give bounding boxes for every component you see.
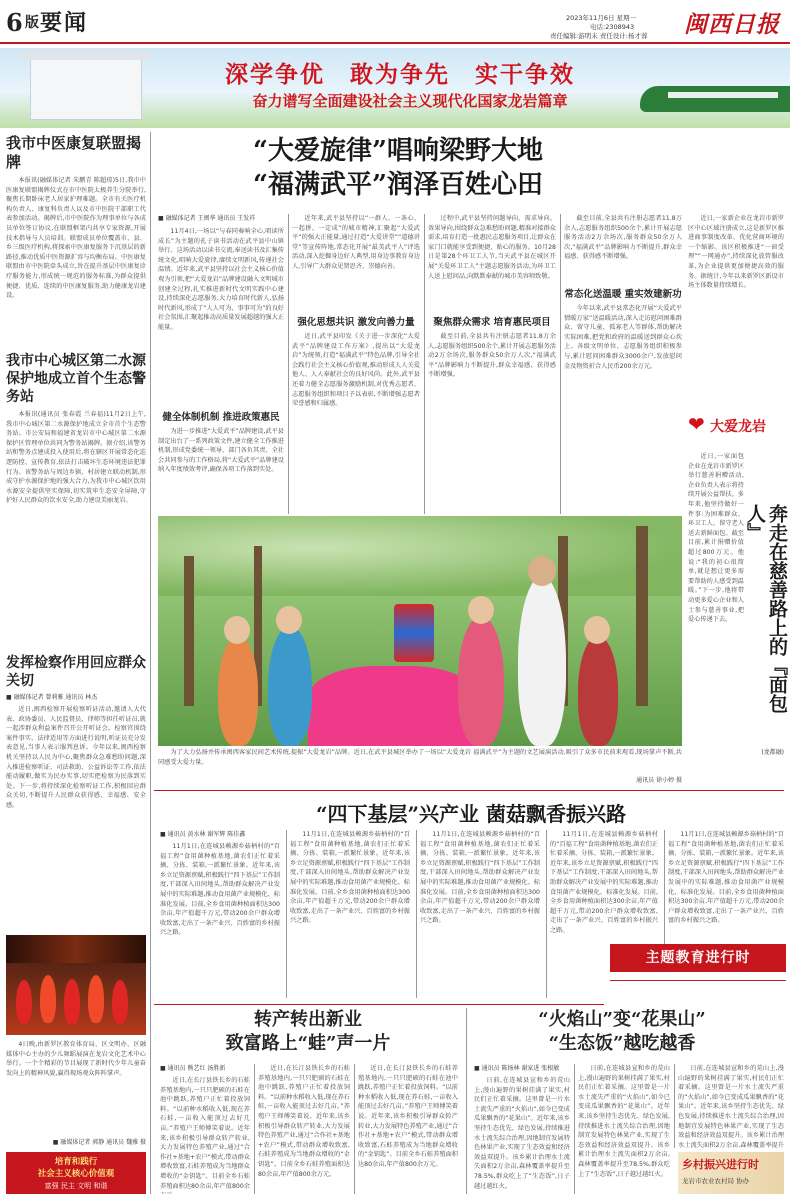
article-body: 截至目前,全县共有注册志愿者11.8万余人,志愿服务组织500余个,累计开展志愿服务活动2万余场次,服务群众50余万人次,“福满武平”品牌影响力不断提升,群众幸福感、获得感不断增强。 xyxy=(428,333,556,379)
slogan-line: 培育和践行 xyxy=(54,1157,98,1167)
banner-train-window xyxy=(668,92,778,98)
article-body: 11月1日,在连城县赖源乡菇柄村的“百福工程”食用菌种植基地,菌农们正忙着采摘、分拣、装箱,一派繁忙景象。近年来,该乡立足资源禀赋,积极践行“四下基层”工作制度,干部深入田间地头,帮助群众解决产业发展中的实际难题,推动食用菌产业规模化、标准化发展。目前,全乡食用菌种植面积达300余亩,年产值超千万元,带动200余户群众增收致富,走出了一条产业兴、百姓富的乡村振兴之路。 xyxy=(160,843,280,937)
headline-line: “生态饭”越吃越香 xyxy=(548,1033,696,1054)
article-body: 日前,在连城县宣和乡的荒山上,漫山遍野的果树挂满了果实,村民们正忙着采摘。这里曾是一片水土流失严重的“火焰山”,如今已变成瓜果飘香的“花果山”。近年来,该乡坚持生态优先、绿色发展,持续推进水土流失综合治理,因地制宜发展特色林果产业,实现了生态效益和经济效益双提升。该乡累计治理水土流失面积2万余亩,森林覆盖率提升至78.5%,群众吃上了“生态饭”,日子越过越红火。 xyxy=(578,1065,670,1178)
column-divider xyxy=(150,132,151,1194)
article-body: 近日,在长汀县铁长乡的石蛙养殖基地内,一只只肥硕的石蛙在池中跳跃,养殖户正忙着投放饲料。“以前种水稻收入低,现在养石蛙,一亩收入能顶过去好几亩。”养殖户王师傅笑着说。近年来,该乡积极引导群众转产转业,大力发展特色养殖产业,通过“合作社+基地+农户”模式,带动群众增收致富,石蛙养殖成为当地群众增收的“金钥匙”。目前全乡石蛙养殖面积达80余亩,年产值800余万元。 xyxy=(358,1065,458,1168)
article-body: 11月1日,在连城县赖源乡菇柄村的“百福工程”食用菌种植基地,菌农们正忙着采摘、分拣、装箱,一派繁忙景象。近年来,该乡立足资源禀赋,积极践行“四下基层”工作制度,干部深入田间地头,帮助群众解决产业发展中的实际难题,推动食用菌产业规模化、标准化发展。目前,全乡食用菌种植面积达300余亩,年产值超千万元,带动200余户群众增收致富,走出了一条产业兴、百姓富的乡村振兴之路。 xyxy=(668,831,784,925)
article-body: 今年以来,武平县常态化开展“大爱武平 情暖万家”送温暖活动,深入走访慰问困难群众、留守儿童、孤寡老人等群体,帮助解决实际困难,把党和政府的温暖送到群众心坎上。各级文明单位、志愿服务组织积极参与,累计慰问困难群众3000余户,发放慰问金及物资折合人民币200余万元。 xyxy=(564,305,682,370)
column-divider xyxy=(664,830,665,960)
article-subhead: 聚焦群众需求 培育惠民项目 xyxy=(433,317,551,328)
photo-credit: ■ 融媒体记者 郭静 通讯员 魏雅 摄 xyxy=(52,1139,146,1146)
dancer xyxy=(64,979,80,1025)
section-divider xyxy=(610,980,786,981)
theme-banner: 主题教育进行时 xyxy=(610,944,786,972)
article-body: 近日,武平县印发《关于进一步深化“大爱武平”品牌建设工作方案》,提出以“大爱龙岩”为统领,打造“福满武平”特色品牌,引导全社会践行社会主义核心价值观,推动形成人人关爱他人、人人奉献社会的良好风尚。此外,武平县还着力健全志愿服务激励机制,对优秀志愿者、志愿服务组织和项目予以表彰,不断增强志愿者荣誉感和归属感。 xyxy=(292,333,420,408)
column-divider xyxy=(560,214,561,514)
rural-banner xyxy=(678,1152,784,1194)
brand-text: 大爱龙岩 xyxy=(710,419,766,435)
article-subhead: 常态化送温暖 重实效建新功 xyxy=(564,289,682,300)
tree-trunk xyxy=(636,526,648,706)
date: 2023年11月6日 星期一 xyxy=(566,14,637,22)
banner-building xyxy=(30,56,142,120)
banner-line1: 深学争优 敢为争先 实干争效 xyxy=(225,62,575,88)
article-byline: ■ 通讯员 黄水林 谢军辉 陈佳鑫 xyxy=(160,831,246,838)
festive-lantern xyxy=(394,604,434,662)
feature-title: 奔走在慈善路上的『面包人』 xyxy=(744,504,788,713)
section-title: 要闻 xyxy=(40,11,89,36)
column-divider xyxy=(286,830,287,998)
article-subhead: 强化思想共识 激发向善力量 xyxy=(297,317,415,328)
article-byline: ■ 融媒体记者 曾莉雅 通讯员 林杰 xyxy=(6,694,98,701)
lead-column xyxy=(292,214,420,504)
performer-head xyxy=(584,616,610,644)
tree-trunk xyxy=(184,556,194,706)
article-body: 为进一步推进“大爱武平”品牌建设,武平县制定出台了一系列政策文件,建立健全工作推进机制,形成党委统一领导、部门各负其责、全社会共同参与的工作格局,将“大爱武平”品牌建设纳入年度绩效考评,确保各项工作落到实处。 xyxy=(158,428,284,474)
dancer xyxy=(88,975,104,1023)
photo-credit: 通讯员 徐小婷 摄 xyxy=(636,777,682,784)
article-body: 11月4日,一场以“与春同奏响全心,唱读所成长”为主题的孔子读书活动在武平县中山镇举行。这场活动以读书交流,奉送读书及汇集传统文化,唱响大爱旋律,赓续文明新风,传递社会温情。近年来,武平县坚持以社会主义核心价值观为引领,把“大爱龙岩”品牌建设融入文明城市创建全过程,扎实推进新时代文明实践中心建设,持续深化志愿服务,大力培育时代新人,弘扬时代新风,形成了“人人可为、事事可为”的良好社会氛围,汇聚起推动高质量发展超越的强大正能量。 xyxy=(158,228,284,331)
brand-mark xyxy=(688,404,784,450)
editors: 责任编辑:游明未 责任设计:杨才蓉 xyxy=(550,32,648,40)
article-body: 11月1日,在连城县赖源乡菇柄村的“百福工程”食用菌种植基地,菌农们正忙着采摘、分拣、装箱,一派繁忙景象。近年来,该乡立足资源禀赋,积极践行“四下基层”工作制度,干部深入田间地头,帮助群众解决产业发展中的实际难题,推动食用菌产业规模化、标准化发展。目前,全乡食用菌种植面积达300余亩,年产值超千万元,带动200余户群众增收致富,走出了一条产业兴、百姓富的乡村振兴之路。 xyxy=(290,831,410,925)
column-divider xyxy=(254,1064,255,1194)
performer xyxy=(518,576,566,746)
article-body: 本报讯(通讯员 张春霞 兰春福)11月2日上午,我市中心城区第二水源保护地成立全市首个生态警务站。市公安局和福建省龙岩市中心城区第二水源保护区管理单位共同为警务站揭牌。据介绍,该警务站和警务点建成投入使用后,将在辖区开展常态化巡逻防控、宣传教育,依法打击破坏生态环境违法犯罪行为。该警务站与周边乡镇、村居建立联动机制,形成守护水源保护地的强大合力,为我市中心城区饮用水源安全提供坚实保障,切实筑牢生态安全屏障,守护好人民群众的饮水安全,助力建设美丽龙岩。 xyxy=(6,411,146,505)
headline-line: 转产转出新业 xyxy=(254,1009,362,1030)
article-body: 截至目前,全县共有注册志愿者11.8万余人,志愿服务组织500余个,累计开展志愿服务活动2万余场次,服务群众50余万人次,“福满武平”品牌影响力不断提升,群众幸福感、获得感不断增强。 xyxy=(564,215,682,261)
column-divider xyxy=(416,830,417,998)
bottom-left-headline xyxy=(158,1008,458,1056)
masthead-rule xyxy=(0,42,790,44)
article-byline: ■ 融媒体记者 王闽华 通讯员 王发祥 xyxy=(158,215,256,222)
lead-title-line: “福满武平”润泽百姓心田 xyxy=(253,170,543,200)
phone: 电话:2308943 xyxy=(590,23,635,31)
dancer xyxy=(16,980,32,1024)
section-divider xyxy=(154,790,784,791)
article-body: 近年来,武平县坚持以“一群人、一条心、一起拼、一定成”的城市精神,汇聚起“大爱武平”的强大正能量,通过打造“大爱讲堂”“道德讲堂”等宣传阵地,常态化开展“最美武平人”评选活动,深入挖掘身边好人典型,用身边事教育身边人,引导广大群众见贤思齐、崇德向善。 xyxy=(292,215,420,270)
right-column xyxy=(688,214,784,400)
banner-building-roof xyxy=(20,50,150,60)
rural-banner-sub: 龙岩市农业农村局 协办 xyxy=(682,1177,750,1185)
column-divider xyxy=(288,214,289,514)
tree-foliage xyxy=(158,516,682,596)
column-divider xyxy=(546,830,547,998)
article-subhead: 健全体制机制 推进政策惠民 xyxy=(162,412,280,423)
dancer xyxy=(40,975,56,1023)
section-divider xyxy=(154,1004,604,1005)
performer xyxy=(578,636,618,746)
lead-title-line: “大爱旋律”唱响梁野大地 xyxy=(253,136,543,166)
heart-icon: ❤ xyxy=(688,412,705,436)
slogan-box xyxy=(6,1152,146,1194)
performer xyxy=(268,626,312,746)
stage-light xyxy=(6,935,146,963)
photo-caption: 为了大力弘扬并传承闽西客家民间艺术传统,提振“大爱龙岩”品牌。近日,在武平县城区举办了一场以“大爱龙岩 福满武平”为主题的文艺展演活动,吸引了众多市民前来观看,现场掌声不断,共同感受大爱力量。 xyxy=(158,749,682,766)
article-body: 日前,在连城县宣和乡的荒山上,漫山遍野的果树挂满了果实,村民们正忙着采摘。这里曾是一片水土流失严重的“火焰山”,如今已变成瓜果飘香的“花果山”。近年来,该乡坚持生态优先、绿色发展,持续推进水土流失综合治理,因地制宜发展特色林果产业,实现了生态效益和经济效益双提升。该乡累计治理水土流失面积2万余亩,森林覆盖率提升 xyxy=(678,1065,784,1148)
mid-headline: “四下基层”兴产业 菌菇飘香振兴路 xyxy=(316,802,626,826)
article-title: 我市中心城区第二水源保护地成立首个生态警务站 xyxy=(6,353,146,405)
lead-column xyxy=(158,214,284,529)
newspaper-logo: 闽西日报 xyxy=(684,11,780,38)
article-body: 近日,闽西检察开展检察听证活动,邀请人大代表、政协委员、人民监督员、律师等担任听证员,就一起涉群众利益案件召开公开听证会。检察官围绕案件事实、法律适用等方面进行说明,听证员充分发表意见,当事人表示服判息诉。今年以来,闽西检察机关坚持以人民为中心,聚焦群众急难愁盼问题,深入推进检察听证、司法救助、公益诉讼等工作,依法能动履职,做实为民办实事,切实把检察为民落到实处。下一步,将持续深化检察听证工作,积极回应群众关切,不断提升人民群众获得感、幸福感、安全感。 xyxy=(6,706,146,809)
column-divider xyxy=(466,1008,467,1194)
article-body: 本报讯(融媒体记者 朱鹏青 陈超琼)5日,我市中医康复联盟揭牌仪式在市中医院太极养生分院举行,聚焦长期卧床老人居家护理难题。全市有关医疗机构负责人、康复科负责人以及市中医院干部职工代表参加活动。揭牌后,市中医院作为理事单位与各成员单位签订协议,在联盟框架内共享专家资源,开展技术指导与人员培训。联盟成员单位覆盖市、县、乡三级医疗机构,将探索中医康复服务下沉基层的新路径,推动优质中医资源扩容与均衡布局。中医康复联盟由市中医院牵头成立,旨在提升基层中医康复诊疗服务能力,形成统一规范的服务标准,为群众提供便捷、优质、连续的中医康复服务,助力健康龙岩建设。 xyxy=(6,177,146,300)
page-number: 6 xyxy=(6,8,23,37)
article-body: 11月1日,在连城县赖源乡菇柄村的“百福工程”食用菌种植基地,菌农们正忙着采摘、分拣、装箱,一派繁忙景象。近年来,该乡立足资源禀赋,积极践行“四下基层”工作制度,干部深入田间地头,帮助群众解决产业发展中的实际难题,推动食用菌产业规模化、标准化发展。目前,全乡食用菌种植面积达300余亩,年产值超千万元,带动200余户群众增收致富,走出了一条产业兴、百姓富的乡村振兴之路。 xyxy=(550,831,658,934)
article-body: 近日,在长汀县铁长乡的石蛙养殖基地内,一只只肥硕的石蛙在池中跳跃,养殖户正忙着投放饲料。“以前种水稻收入低,现在养石蛙,一亩收入能顶过去好几亩。”养殖户王师傅笑着说。近年来,该乡积极引导群众转产转业,大力发展特色养殖产业,通过“合作社+基地+农户”模式,带动群众增收致富,石蛙养殖成为当地群众增收的“金钥匙”。目前全乡石蛙养殖面积达80余亩,年产值800余万元。 xyxy=(258,1065,350,1178)
article-body: 近日,在长汀县铁长乡的石蛙养殖基地内,一只只肥硕的石蛙在池中跳跃,养殖户正忙着投放饲料。“以前种水稻收入低,现在养石蛙,一亩收入能顶过去好几亩。”养殖户王师傅笑着说。近年来,该乡积极引导群众转产转业,大力发展特色养殖产业,通过“合作社+基地+农户”模式,带动群众增收致富,石蛙养殖成为当地群众增收的“金钥匙”。目前全乡石蛙养殖面积达80余亩,年产值800余 xyxy=(160,1077,250,1190)
lead-column xyxy=(428,214,556,504)
feature-credit: (龙都融) xyxy=(761,749,784,756)
bottom-right-headline xyxy=(472,1008,772,1056)
dance-photo xyxy=(6,935,146,1035)
column-divider xyxy=(574,1064,575,1194)
column-divider xyxy=(424,214,425,514)
slogan-line: 社会主义核心价值观 xyxy=(37,1169,115,1179)
photo-caption: 4日晚,由新罗区教育体育局、区文明办、区融媒体中心主办的少儿舞蹈展演在龙岩文化艺术中心举行。一个个精彩的节目展现了新时代少年儿童奋发向上的精神风貌,赢得现场观众阵阵掌声。 xyxy=(6,1041,146,1077)
performer xyxy=(458,616,504,746)
article-body: 近日,一家面包企业在龙岩市新罗区举行慈善捐赠活动,企业负责人表示将持续开展公益帮扶。多年来,他坚持做好一件事:为困难群众、环卫工人、留守老人送去新鲜面包。截至目前,累计捐赠价值超过800万元。他说:“我的初心很简单,就是想让更多需要帮助的人感受到温暖。”下一步,他将带动更多爱心企业和人士参与慈善事业,把爱心传递下去。 xyxy=(688,453,744,624)
column-divider xyxy=(674,1064,675,1148)
article-body: 11月1日,在连城县赖源乡菇柄村的“百福工程”食用菌种植基地,菌农们正忙着采摘、分拣、装箱,一派繁忙景象。近年来,该乡立足资源禀赋,积极践行“四下基层”工作制度,干部深入田间地头,帮助群众解决产业发展中的实际难题,推动食用菌产业规模化、标准化发展。目前,全乡食用菌种植面积达300余亩,年产值超千万元,带动200余户群众增收致富,走出了一条产业兴、百姓富的乡村振兴之路。 xyxy=(420,831,540,925)
headline-line: 致富路上“蛙”声一片 xyxy=(225,1033,391,1054)
article-title: 发挥检察作用回应群众关切 xyxy=(6,655,146,689)
performer xyxy=(218,636,258,746)
left-column xyxy=(6,132,146,933)
lead-headline xyxy=(158,134,638,202)
column-divider xyxy=(354,1064,355,1194)
article-body: 日前,在连城县宣和乡的荒山上,漫山遍野的果树挂满了果实,村民们正忙着采摘。这里曾是一片水土流失严重的“火焰山”,如今已变成瓜果飘香的“花果山”。近年来,该乡坚持生态优先、绿色发展,持续推进水土流失综合治理,因地制宜发展特色林果产业,实现了生态效益和经济效益双提升。该乡累计治理水土流失面积2万余亩,森林覆盖率提升至78.5%,群众吃上了“生态饭”,日子越过越红火。 xyxy=(474,1077,570,1190)
lead-photo xyxy=(158,516,682,746)
top-banner xyxy=(0,48,790,128)
headline-line: “火焰山”变“花果山” xyxy=(538,1009,706,1030)
article-body: 近日,一家新企业在龙岩市新罗区中心区域注册成立,这是新罗区推进商事制度改革、优化营商环境的一个缩影。该区积极推进“一窗受理”“一网通办”,持续深化放管服改革,为企业提供更加便捷高效的服务。据统计,今年以来新罗区新设市场主体数量持续增长。 xyxy=(688,215,784,290)
slogan-line: 富强 民主 文明 和谐 xyxy=(44,1182,108,1190)
performer-head xyxy=(528,556,556,586)
dancer xyxy=(112,980,128,1024)
article-body: 过程中,武平县坚持问题导向、需求导向、效果导向,围绕群众急难愁盼问题,精准对接群众需求,培育打造一批惠民志愿服务项目,让群众在家门口就能享受到便捷、贴心的服务。10月28日是第28个环卫工人节,当天武平县在城区开展“关爱环卫工人”主题志愿服务活动,为环卫工人送上慰问品,向默默奉献的城市美容师致敬。 xyxy=(428,215,556,280)
performer-head xyxy=(468,596,494,624)
article-byline: ■ 通讯员 熊艺红 汤胜新 xyxy=(160,1065,226,1072)
pink-fabric xyxy=(308,666,478,746)
masthead xyxy=(0,0,790,42)
banner-line2: 奋力谱写全面建设社会主义现代化国家龙岩篇章 xyxy=(252,92,568,110)
performer-head xyxy=(224,616,250,644)
page-label: 版 xyxy=(25,15,39,31)
article-title: 我市中医康复联盟揭牌 xyxy=(6,134,142,171)
performer-head xyxy=(276,606,302,634)
lead-column xyxy=(564,214,682,428)
article-byline: ■ 通讯员 陈扬林 谢家进 张根敏 xyxy=(474,1065,560,1072)
rural-banner-title: 乡村振兴进行时 xyxy=(682,1158,759,1171)
